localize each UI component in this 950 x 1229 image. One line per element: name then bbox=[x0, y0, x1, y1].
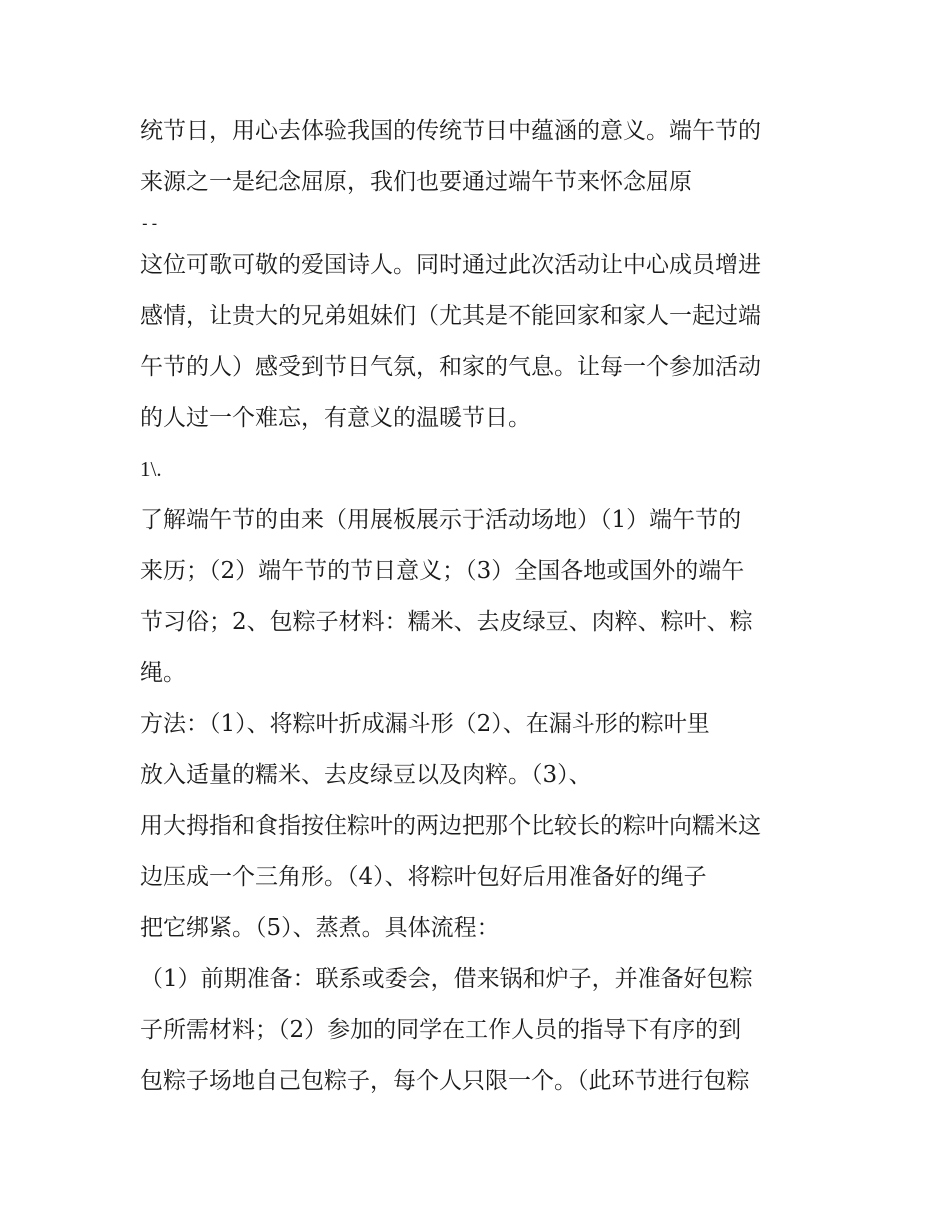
text-line: 这位可歌可敬的爱国诗人。同时通过此次活动让中心成员增进 bbox=[140, 252, 761, 278]
text-line: 绳。 bbox=[140, 660, 186, 686]
text-line: 子所需材料；（2）参加的同学在工作人员的指导下有序的到 bbox=[140, 1017, 742, 1043]
text-line: 放入适量的糯米、去皮绿豆以及肉粹。（3）、 bbox=[140, 762, 592, 788]
body-text bbox=[140, 106, 820, 1107]
text-line: 包粽子场地自己包粽子，每个人只限一个。（此环节进行包粽 bbox=[140, 1068, 750, 1094]
text-line: 午节的人）感受到节日气氛，和家的气息。让每一个参加活动 bbox=[140, 354, 761, 380]
text-line: 用大拇指和食指按住粽叶的两边把那个比较长的粽叶向糯米这 bbox=[140, 813, 761, 839]
text-line: 感情，让贵大的兄弟姐妹们（尤其是不能回家和家人一起过端 bbox=[140, 303, 761, 329]
separator-line: -- bbox=[140, 214, 160, 233]
text-line: 边压成一个三角形。（4）、将粽叶包好后用准备好的绳子 bbox=[140, 864, 707, 890]
text-line: 方法：（1）、将粽叶折成漏斗形（2）、在漏斗形的粽叶里 bbox=[140, 711, 710, 737]
list-number: 1\. bbox=[140, 457, 162, 481]
text-line: 的人过一个难忘，有意义的温暖节日。 bbox=[140, 405, 531, 431]
text-line: （1）前期准备：联系或委会，借来锅和炉子，并准备好包粽 bbox=[140, 966, 753, 992]
text-line: 节习俗；2、包粽子材料：糯米、去皮绿豆、肉粹、粽叶、粽 bbox=[140, 609, 753, 635]
text-line: 了解端午节的由来（用展板展示于活动场地）（1）端午节的 bbox=[140, 507, 742, 533]
text-line: 把它绑紧。（5）、蒸煮。具体流程： bbox=[140, 915, 500, 941]
text-line: 来源之一是纪念屈原，我们也要通过端午节来怀念屈原 bbox=[140, 169, 692, 195]
text-line: 统节日，用心去体验我国的传统节日中蕴涵的意义。端午节的 bbox=[140, 118, 761, 144]
text-line: 来历；（2）端午节的节日意义；（3）全国各地或国外的端午 bbox=[140, 558, 745, 584]
